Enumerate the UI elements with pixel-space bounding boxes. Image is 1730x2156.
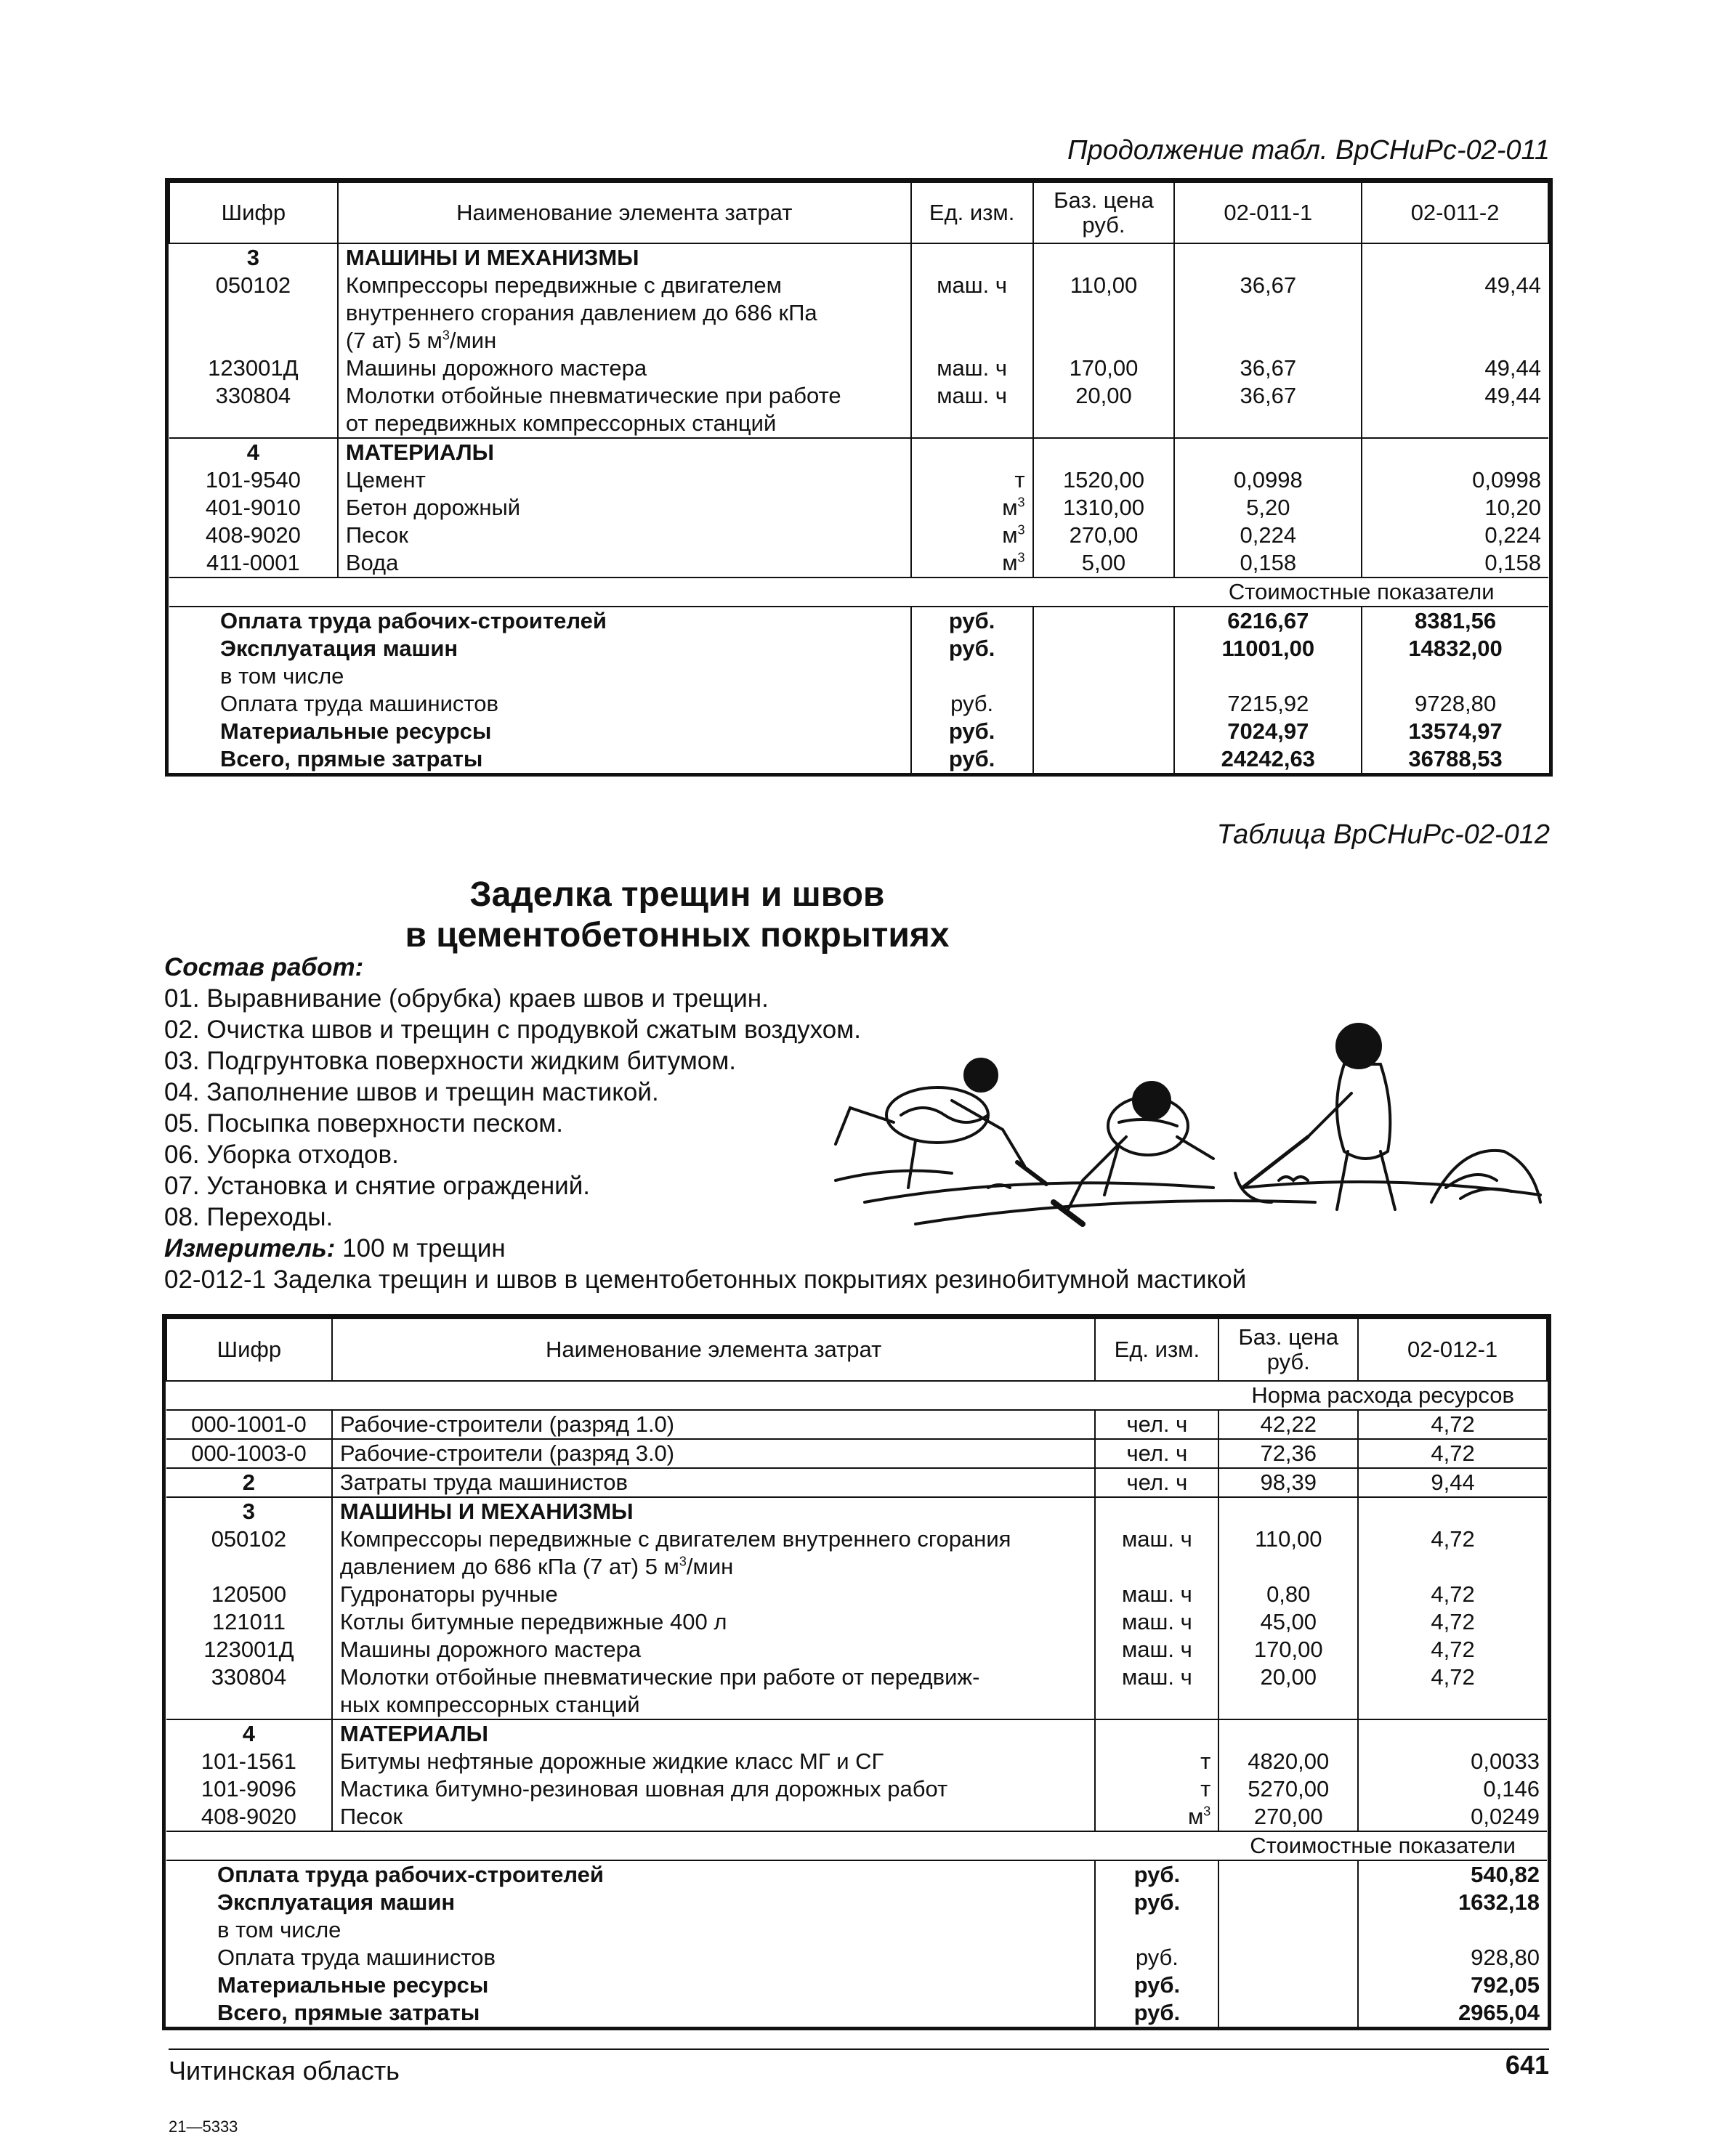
footer-rule <box>169 2048 1549 2050</box>
header-col-1: 02-011-1 <box>1174 182 1362 243</box>
table1-header-row <box>169 182 1548 243</box>
row-name: Рабочие-строители (разряд 1.0) <box>332 1410 1096 1439</box>
summary-row <box>169 690 1548 718</box>
price-cell <box>1218 1497 1358 1525</box>
summary-unit: руб. <box>911 745 1033 773</box>
row-value-1: 4,72 <box>1358 1636 1547 1663</box>
summary-value-1: 1632,18 <box>1358 1889 1547 1916</box>
summary-unit <box>911 662 1033 690</box>
summary-value-2 <box>1362 662 1548 690</box>
row-name: Затраты труда машинистов <box>332 1468 1096 1497</box>
summary-unit <box>1095 1916 1218 1944</box>
header-unit: Ед. изм. <box>911 182 1033 243</box>
row-name: Машины дорожного мастера <box>332 1636 1096 1663</box>
table-row <box>166 1468 1547 1497</box>
row-code <box>169 410 338 438</box>
norm-header-row <box>166 1381 1547 1410</box>
table-row <box>166 1608 1547 1636</box>
row-unit: маш. ч <box>1095 1663 1218 1691</box>
row-code: 101-9540 <box>205 467 301 493</box>
unit-cell <box>911 243 1033 272</box>
summary-label: Эксплуатация машин <box>220 636 458 661</box>
row-unit: $м^3$ <box>911 494 1033 522</box>
summary-label: Материальные ресурсы <box>220 718 492 744</box>
row-value-1 <box>1174 410 1362 438</box>
row-value-2 <box>1362 410 1548 438</box>
row-name: Цемент <box>338 466 911 494</box>
row-price: 20,00 <box>1033 382 1175 410</box>
row-price: 72,36 <box>1218 1439 1358 1468</box>
summary-value-2: 14832,00 <box>1362 635 1548 662</box>
row-price: 0,80 <box>1218 1581 1358 1608</box>
row-unit: маш. ч <box>911 354 1033 382</box>
summary-row <box>166 1916 1547 1944</box>
row-unit: чел. ч <box>1095 1468 1218 1497</box>
section-code: 3 <box>242 1499 256 1524</box>
price-cell <box>1033 745 1175 773</box>
row-price: 270,00 <box>1033 522 1175 549</box>
blank-cell <box>166 1831 1218 1860</box>
row-code: 408-9020 <box>201 1804 296 1829</box>
table-row <box>166 1439 1547 1468</box>
summary-label: Оплата труда машинистов <box>220 691 498 716</box>
row-price <box>1033 410 1175 438</box>
row-value-1: 0,0998 <box>1174 466 1362 494</box>
row-code: 411-0001 <box>206 550 300 575</box>
row-price: 270,00 <box>1218 1803 1358 1831</box>
header-code: Шифр <box>166 1318 332 1381</box>
header-code: Шифр <box>169 182 338 243</box>
row-value-2 <box>1362 327 1548 354</box>
summary-value-1: 540,82 <box>1358 1860 1547 1889</box>
row-value-1 <box>1174 299 1362 327</box>
summary-value-1: 11001,00 <box>1174 635 1362 662</box>
row-price: 5,00 <box>1033 549 1175 578</box>
header-unit: Ед. изм. <box>1095 1318 1218 1381</box>
summary-label: Оплата труда рабочих-строителей <box>217 1862 604 1887</box>
row-value-1: 4,72 <box>1358 1410 1547 1439</box>
table1 <box>169 182 1549 773</box>
value-cell <box>1362 438 1548 466</box>
row-code: 101-9096 <box>201 1776 296 1802</box>
row-code <box>166 1691 332 1719</box>
summary-value-1: 928,80 <box>1358 1944 1547 1971</box>
row-code: 123001Д <box>208 355 299 381</box>
unit-cell <box>1095 1497 1218 1525</box>
unit-cell <box>911 438 1033 466</box>
summary-unit: руб. <box>1095 1860 1218 1889</box>
table-row <box>169 382 1548 410</box>
row-code: 000-1001-0 <box>191 1411 307 1437</box>
row-price <box>1218 1553 1358 1581</box>
row-price: 170,00 <box>1033 354 1175 382</box>
row-unit: маш. ч <box>911 382 1033 410</box>
row-unit <box>911 327 1033 354</box>
summary-value-2: 8381,56 <box>1362 607 1548 635</box>
section-title <box>314 875 1040 956</box>
table-row <box>166 1410 1547 1439</box>
row-value-1: 0,158 <box>1174 549 1362 578</box>
summary-label: в том числе <box>217 1917 341 1942</box>
summary-value-1: 6216,67 <box>1174 607 1362 635</box>
row-name: (7 ат) 5 $м^3$/мин <box>338 327 911 354</box>
price-cell <box>1218 1916 1358 1944</box>
summary-row <box>166 1999 1547 2027</box>
work-item: 04. Заполнение швов и трещин мастикой. <box>164 1078 659 1106</box>
price-cell <box>1033 438 1175 466</box>
summary-row <box>166 1860 1547 1889</box>
price-cell <box>1033 243 1175 272</box>
summary-value-1: 24242,63 <box>1174 745 1362 773</box>
row-value-2: 49,44 <box>1362 382 1548 410</box>
summary-unit: руб. <box>1095 1944 1218 1971</box>
section-row-materials <box>166 1719 1547 1748</box>
summary-label: Материальные ресурсы <box>217 1972 489 1998</box>
price-cell <box>1033 635 1175 662</box>
road-workers-illustration <box>807 1006 1555 1246</box>
summary-value-1 <box>1174 662 1362 690</box>
table-row <box>166 1803 1547 1831</box>
table-row <box>169 466 1548 494</box>
row-value-1 <box>1174 327 1362 354</box>
header-price: Баз. цена руб. <box>1218 1318 1358 1381</box>
header-col-2: 02-011-2 <box>1362 182 1548 243</box>
table-row <box>169 522 1548 549</box>
row-value-1: 4,72 <box>1358 1525 1547 1553</box>
page-number: 641 <box>1505 2050 1549 2080</box>
price-cell <box>1033 718 1175 745</box>
row-code: 050102 <box>211 1526 287 1552</box>
price-cell <box>1033 607 1175 635</box>
table1-caption: Продолжение табл. ВрСНиРс-02-011 <box>1067 135 1550 166</box>
section-row-machines <box>169 243 1548 272</box>
summary-row <box>166 1889 1547 1916</box>
row-code: 330804 <box>211 1664 287 1690</box>
cost-header: Стоимостные показатели <box>1228 579 1495 604</box>
row-price: 4820,00 <box>1218 1748 1358 1775</box>
blank-cell <box>166 1381 1218 1410</box>
work-item: 01. Выравнивание (обрубка) краев швов и трещин. <box>164 984 769 1013</box>
cost-header-row <box>169 578 1548 607</box>
summary-value-1: 792,05 <box>1358 1971 1547 1999</box>
section-title: МАТЕРИАЛЫ <box>332 1719 1096 1748</box>
row-value-1: 5,20 <box>1174 494 1362 522</box>
row-code: 050102 <box>215 272 291 298</box>
row-name: Компрессоры передвижные с двигателем <box>338 272 911 299</box>
footer-region: Читинская область <box>169 2056 400 2086</box>
unit-cell <box>1095 1719 1218 1748</box>
row-value-1: 36,67 <box>1174 354 1362 382</box>
work-item: 06. Уборка отходов. <box>164 1140 399 1169</box>
section-title: МАШИНЫ И МЕХАНИЗМЫ <box>332 1497 1096 1525</box>
blank-cell <box>169 578 1174 607</box>
row-name: давлением до 686 кПа (7 ат) 5 $м^3$/мин <box>332 1553 1096 1581</box>
summary-value-2: 36788,53 <box>1362 745 1548 773</box>
row-price: 170,00 <box>1218 1636 1358 1663</box>
row-name: Песок <box>332 1803 1096 1831</box>
row-value-2: 49,44 <box>1362 272 1548 299</box>
row-name: Песок <box>338 522 911 549</box>
header-col-1: 02-012-1 <box>1358 1318 1547 1381</box>
value-cell <box>1174 438 1362 466</box>
cost-header: Стоимостные показатели <box>1250 1833 1516 1858</box>
summary-label: Оплата труда рабочих-строителей <box>220 608 607 633</box>
summary-value-2: 13574,97 <box>1362 718 1548 745</box>
summary-row <box>169 635 1548 662</box>
row-name: от передвижных компрессорных станций <box>338 410 911 438</box>
print-code: 21—5333 <box>169 2118 238 2136</box>
price-cell <box>1218 1971 1358 1999</box>
row-name: Вода <box>338 549 911 578</box>
row-name: Рабочие-строители (разряд 3.0) <box>332 1439 1096 1468</box>
table-row <box>166 1775 1547 1803</box>
row-code: 2 <box>242 1470 256 1495</box>
price-cell <box>1033 690 1175 718</box>
row-unit <box>911 299 1033 327</box>
header-name: Наименование элемента затрат <box>338 182 911 243</box>
row-value-1: 36,67 <box>1174 382 1362 410</box>
work-label: Состав работ: <box>164 953 364 981</box>
row-name: Компрессоры передвижные с двигателем внутреннего сгорания <box>332 1525 1096 1553</box>
row-unit: маш. ч <box>911 272 1033 299</box>
row-code: 121011 <box>211 1609 286 1634</box>
row-name: Молотки отбойные пневматические при работе от передвиж- <box>332 1663 1096 1691</box>
row-unit: $м^3$ <box>911 522 1033 549</box>
table-row <box>169 494 1548 522</box>
summary-value-2: 9728,80 <box>1362 690 1548 718</box>
row-value-2: 0,0998 <box>1362 466 1548 494</box>
summary-unit: руб. <box>911 690 1033 718</box>
row-code <box>169 327 338 354</box>
row-code: 401-9010 <box>205 495 301 520</box>
summary-value-1: 2965,04 <box>1358 1999 1547 2027</box>
table2-caption: Таблица ВрСНиРс-02-012 <box>1216 819 1550 850</box>
table-row <box>166 1636 1547 1663</box>
row-value-1: 4,72 <box>1358 1663 1547 1691</box>
row-value-1: 0,224 <box>1174 522 1362 549</box>
row-value-1: 4,72 <box>1358 1608 1547 1636</box>
row-unit: маш. ч <box>1095 1608 1218 1636</box>
table-row-continuation <box>166 1691 1547 1719</box>
row-price <box>1033 299 1175 327</box>
row-value-2: 0,224 <box>1362 522 1548 549</box>
cost-header-row <box>166 1831 1547 1860</box>
work-item: 02. Очистка швов и трещин с продувкой сжатым воздухом. <box>164 1016 861 1044</box>
section-row-machines <box>166 1497 1547 1525</box>
row-unit <box>911 410 1033 438</box>
row-unit: т <box>1095 1748 1218 1775</box>
table-row <box>169 549 1548 578</box>
summary-row <box>169 662 1548 690</box>
section-title: МАШИНЫ И МЕХАНИЗМЫ <box>338 243 911 272</box>
summary-label: Оплата труда машинистов <box>217 1945 496 1970</box>
row-name: Машины дорожного мастера <box>338 354 911 382</box>
summary-label: Всего, прямые затраты <box>217 2000 480 2025</box>
table-row <box>166 1581 1547 1608</box>
work-item: 05. Посыпка поверхности песком. <box>164 1109 564 1138</box>
section-row-materials <box>169 438 1548 466</box>
row-name: Мастика битумно-резиновая шовная для дорожных работ <box>332 1775 1096 1803</box>
row-price: 5270,00 <box>1218 1775 1358 1803</box>
price-cell <box>1218 1944 1358 1971</box>
row-name: Молотки отбойные пневматические при работе <box>338 382 911 410</box>
row-value-1: 4,72 <box>1358 1581 1547 1608</box>
row-price: 110,00 <box>1218 1525 1358 1553</box>
row-code <box>169 299 338 327</box>
row-value-2: 0,158 <box>1362 549 1548 578</box>
row-unit <box>1095 1691 1218 1719</box>
section-title-line-2: в цементобетонных покрытиях <box>405 916 950 955</box>
table-row <box>166 1748 1547 1775</box>
row-price <box>1033 327 1175 354</box>
row-unit: т <box>911 466 1033 494</box>
row-code: 120500 <box>211 1581 287 1607</box>
table-row <box>166 1663 1547 1691</box>
summary-value-1: 7024,97 <box>1174 718 1362 745</box>
table-row-continuation <box>169 327 1548 354</box>
row-value-1: 0,0249 <box>1358 1803 1547 1831</box>
table2-header-row <box>166 1318 1547 1381</box>
row-code: 330804 <box>215 383 291 408</box>
price-cell <box>1218 1719 1358 1748</box>
row-unit: маш. ч <box>1095 1581 1218 1608</box>
row-unit: маш. ч <box>1095 1525 1218 1553</box>
table-row <box>169 354 1548 382</box>
summary-value-1: 7215,92 <box>1174 690 1362 718</box>
row-unit: $м^3$ <box>911 549 1033 578</box>
row-name: ных компрессорных станций <box>332 1691 1096 1719</box>
meter-label: Измеритель: <box>164 1234 336 1263</box>
table-row-continuation <box>166 1553 1547 1581</box>
row-code: 000-1003-0 <box>191 1440 307 1466</box>
section-code: 4 <box>242 1721 256 1746</box>
table-row-continuation <box>169 299 1548 327</box>
norm-header: Норма расхода ресурсов <box>1251 1382 1514 1408</box>
table-row-continuation <box>169 410 1548 438</box>
price-cell <box>1218 1999 1358 2027</box>
summary-label: Эксплуатация машин <box>217 1889 456 1915</box>
row-price: 45,00 <box>1218 1608 1358 1636</box>
row-unit: чел. ч <box>1095 1410 1218 1439</box>
row-value-2: 10,20 <box>1362 494 1548 522</box>
row-price: 20,00 <box>1218 1663 1358 1691</box>
price-cell <box>1218 1889 1358 1916</box>
value-cell <box>1174 243 1362 272</box>
row-value-1: 4,72 <box>1358 1439 1547 1468</box>
section-code: 4 <box>246 439 260 465</box>
summary-row <box>166 1971 1547 1999</box>
summary-row <box>166 1944 1547 1971</box>
row-name: внутреннего сгорания давлением до 686 кПа <box>338 299 911 327</box>
value-cell <box>1362 243 1548 272</box>
meter-value: 100 м трещин <box>335 1234 506 1263</box>
table-row <box>169 272 1548 299</box>
header-name: Наименование элемента затрат <box>332 1318 1096 1381</box>
row-value-1: 0,0033 <box>1358 1748 1547 1775</box>
summary-unit: руб. <box>911 607 1033 635</box>
row-price: 1310,00 <box>1033 494 1175 522</box>
summary-unit: руб. <box>1095 1889 1218 1916</box>
summary-value-1 <box>1358 1916 1547 1944</box>
price-cell <box>1218 1860 1358 1889</box>
row-name: Бетон дорожный <box>338 494 911 522</box>
summary-unit: руб. <box>911 635 1033 662</box>
row-price: 42,22 <box>1218 1410 1358 1439</box>
table2 <box>166 1318 1548 2027</box>
row-name: Котлы битумные передвижные 400 л <box>332 1608 1096 1636</box>
work-item: 07. Установка и снятие ограждений. <box>164 1172 590 1200</box>
row-name: Битумы нефтяные дорожные жидкие класс МГ и СГ <box>332 1748 1096 1775</box>
summary-row <box>169 718 1548 745</box>
price-cell <box>1033 662 1175 690</box>
section-code: 3 <box>246 245 260 270</box>
row-code: 123001Д <box>203 1637 294 1662</box>
row-value-1: 9,44 <box>1358 1468 1547 1497</box>
row-price: 110,00 <box>1033 272 1175 299</box>
header-price: Баз. цена руб. <box>1033 182 1175 243</box>
summary-unit: руб. <box>1095 1999 1218 2027</box>
summary-label: в том числе <box>220 663 344 689</box>
row-code <box>166 1553 332 1581</box>
summary-row <box>169 607 1548 635</box>
row-unit: чел. ч <box>1095 1439 1218 1468</box>
row-unit: $м^3$ <box>1095 1803 1218 1831</box>
row-name: Гудронаторы ручные <box>332 1581 1096 1608</box>
row-unit <box>1095 1553 1218 1581</box>
table-row <box>166 1525 1547 1553</box>
section-title-line-1: Заделка трещин и швов <box>469 875 885 914</box>
summary-unit: руб. <box>1095 1971 1218 1999</box>
row-price: 1520,00 <box>1033 466 1175 494</box>
row-value-1 <box>1358 1691 1547 1719</box>
row-price <box>1218 1691 1358 1719</box>
section-title: МАТЕРИАЛЫ <box>338 438 911 466</box>
row-code: 101-1561 <box>201 1748 296 1774</box>
value-cell <box>1358 1497 1547 1525</box>
row-value-1: 0,146 <box>1358 1775 1547 1803</box>
item-line: 02-012-1 Заделка трещин и швов в цементобетонных покрытиях резинобитумной мастикой <box>164 1265 1247 1294</box>
row-value-1: 36,67 <box>1174 272 1362 299</box>
summary-unit: руб. <box>911 718 1033 745</box>
work-item: 08. Переходы. <box>164 1203 334 1231</box>
summary-row <box>169 745 1548 773</box>
row-value-2: 49,44 <box>1362 354 1548 382</box>
row-value-1 <box>1358 1553 1547 1581</box>
row-code: 408-9020 <box>205 522 301 548</box>
row-value-2 <box>1362 299 1548 327</box>
row-price: 98,39 <box>1218 1468 1358 1497</box>
row-unit: т <box>1095 1775 1218 1803</box>
row-unit: маш. ч <box>1095 1636 1218 1663</box>
summary-label: Всего, прямые затраты <box>220 746 483 771</box>
value-cell <box>1358 1719 1547 1748</box>
work-item: 03. Подгрунтовка поверхности жидким битумом. <box>164 1047 737 1075</box>
